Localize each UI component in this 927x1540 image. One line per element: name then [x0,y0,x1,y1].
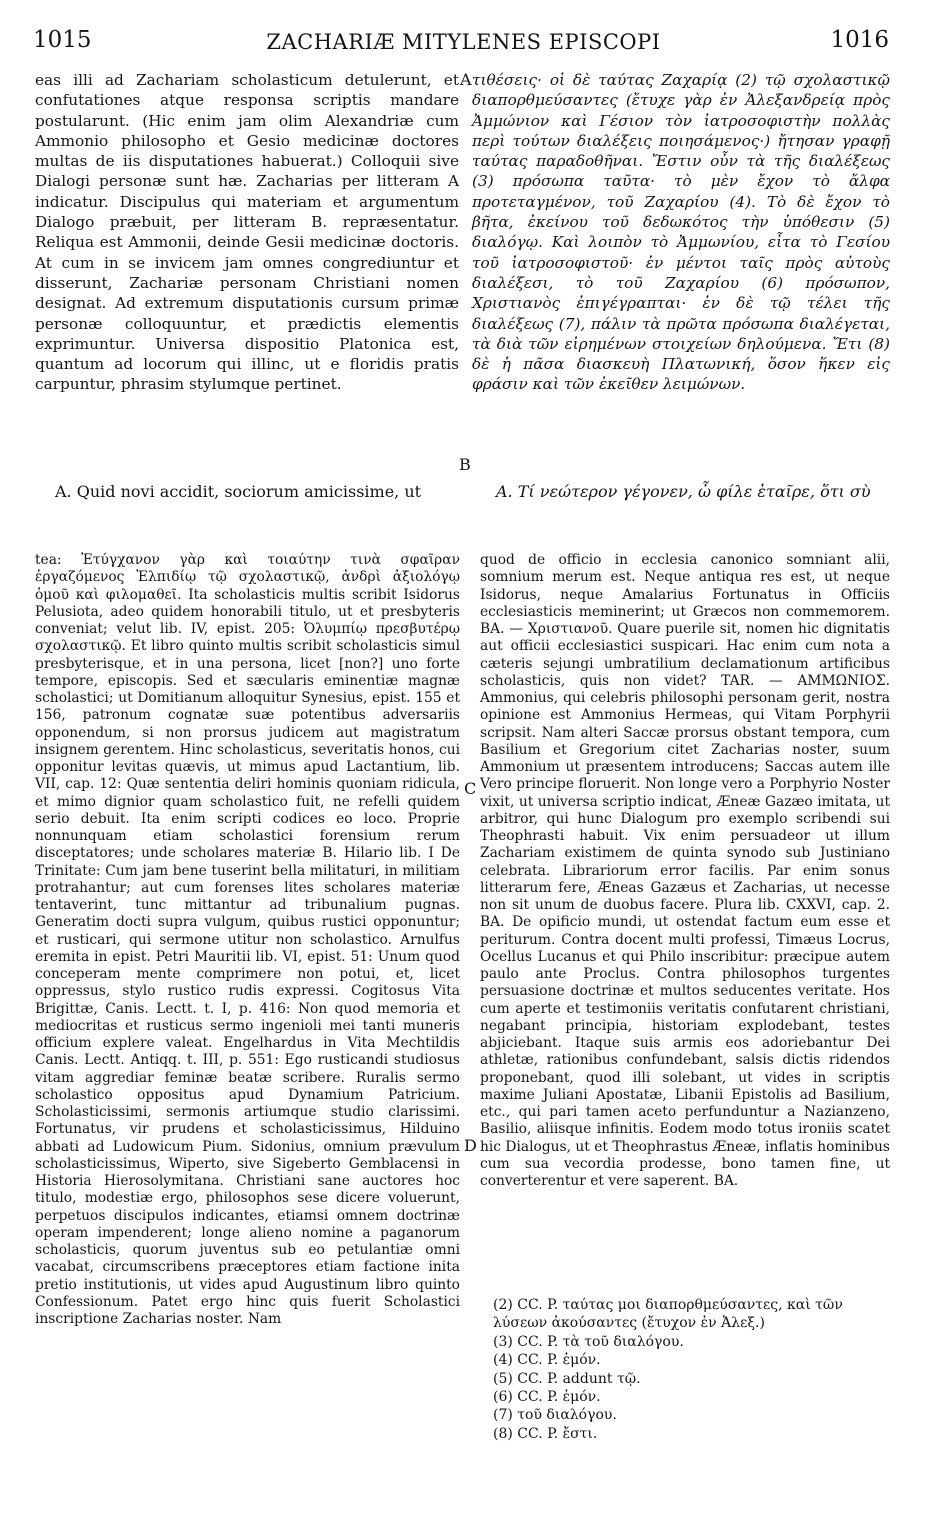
footnote-5: (5) CC. P. addunt τῷ. [493,1370,641,1387]
latin-intro-column [35,70,459,395]
notes-left-column [35,552,460,1328]
dialog-opening-greek: A. Τί νεώτερον γέγονεν, ὦ φίλε ἑταῖρε, ὅτι σὺ [496,482,871,501]
footnote-7: (7) τοῦ διαλόγου. [493,1407,617,1424]
greek-intro-text: τιθέσεις· οἱ δὲ ταύτας Ζαχαρίᾳ (2) τῷ σχολαστικῷ διαπορθμεύσαντες (ἔτυχε γὰρ ἐν Ἀλεξανδρείᾳ πρὸς Ἀμμώνιον καὶ Γέσιον τὸν ἰατροσοφιστὴν πολλὰς περὶ τούτων διαλέξεις ποιησάμενος·) ἤτησαν γραφῇ ταύτας παραδοθῆναι. Ἔστιν οὖν τὰ τῆς διαλέξεως (3) πρόσωπα ταῦτα· τὸ μὲν ἔχον τὸ ἄλφα προτεταγμένον, τοῦ Ζαχαρίου (4). Τὸ δὲ ἔχον τὸ βῆτα, ἐκείνου τοῦ δεδωκότος τὴν ὑπόθεσιν (5) διαλόγῳ. Καὶ λοιπὸν τὸ Ἀμμωνίου, εἶτα τὸ Γεσίου τοῦ ἰατροσοφιστοῦ· ἐν μέντοι ταῖς πρὸς αὐτοὺς διαλέξεσι, τὸ τοῦ Ζαχαρίου (6) πρόσωπον, Χριστιανὸς ἐπιγέγραπται· ἐν δὲ τῷ τέλει τῆς διαλέξεως (7), πάλιν τὰ πρῶτα πρόσωπα διαλέγεται, τὰ διὰ τῶν εἰρημένων στοιχείων δηλούμενα. Ἔτι (8) δὲ ἡ πᾶσα διασκευὴ Πλατωνική, ὅσον ἥκεν εἰς φράσιν καὶ τῶν ἐκεῖθεν λειμώνων. [472,71,890,394]
margin-letter-d: D [464,1136,477,1155]
footnote-2: (2) CC. P. ταύτας μοι διαπορθμεύσαντες, καὶ τῶν λύσεων ἀκούσαντες (ἔτυχον ἐν Ἀλεξ.) [493,1297,843,1332]
notes-left-text: tea: Ἐτύγχανον γὰρ καὶ τοιαύτην τινὰ σφαῖραν ἐργαζόμενος Ἐλπιδίῳ τῷ σχολαστικῷ, ἀνδρὶ ἀξιολόγῳ ὁμοῦ καὶ φιλομαθεῖ. Ita scholasticis multis scribit Isidorus Pelusiota, adeo quidem honorabili titulo, ut et presbyteris conveniat; velut lib. IV, epist. 205: Ὀλυμπίῳ πρεσβυτέρῳ σχολαστικῷ. Et libro quinto multis scribit scholasticis simul presbyterisque, et in una persona, licet [non?] uno forte tempore, episcopis. Sed et sæcularis eminentiæ magnæ scholastici; ut Domitianum alloquitur Synesius, epist. 155 et 156, patronum cognatæ suæ potentibus adversariis opponendum, si non prorsus judicem aut magistratum insignem gerentem. Hinc scholasticus, severitatis honos, cui opponitur levitas quævis, ut mimus apud Lactantium, lib. VII, cap. 12: Quæ sententia deliri hominis quoniam ridicula, et mimo dignior quam scholastico fuit, ne refelli quidem serio debuit. Ita enim scripti codices eo loco. Proprie nonnunquam etiam scholastici forensium rerum disceptatores; unde scholares materiæ B. Hilario lib. I De Trinitate: Cum jam bene tuserint bella militaturi, in militiam protrahantur; aut cum forenses lites scholares materiæ tentaverint, tunc mittantur ad tribunalium pugnas. Generatim docti supra vulgum, quibus rustici opponuntur; et rusticari, qui sermone utitur non scholastico. Arnulfus eremita in epist. Petri Mauritii lib. VI, epist. 51: Unum quod conceperam mente comprimere non potui, et, licet oppressus, stylo rustico rudis expressi. Cogitosus Vita Brigittæ, Canis. Lectt. t. I, p. 416: Non quod memoria et mediocritas et rusticus sermo ingenioli mei tanti muneris officium explere valeat. Engelhardus in Vita Mechtildis Canis. Lectt. Antiqq. t. III, p. 551: Ego rusticandi studiosus vitam aggrediar feminæ beatæ scribere. Ruralis sermo scholastico oppositus apud Dynamium Patricium. Scholasticissimi, sermonis artiumque studio clarissimi. Fortunatus, vir prudens et scholasticissimus, Hilduino abbati ad Ludowicum Pium. Sidonius, omnium prævulum scholasticissimus, Wiperto, sive Sigeberto Gemblacensi in Historia Hierosolymitana. Christiani sane auctores hoc titulo, modestiæ ergo, philosophos sese dicere voluerunt, perpetuos discipulos indicantes, etiamsi omnem doctrinæ operam impenderent; longe alieno nomine a paganorum scholasticis, quorum juventus sub eo petulantiæ omni vacabat, circumscribens præceptores etiam factione inita pretio institutionis, ut vides apud Augustinum libro quinto Confessionum. Patet ergo hinc quis fuerit Scholastici inscriptione Zacharias noster. Nam [35,552,460,1327]
notes-right-text: quod de officio in ecclesia canonico somniant alii, somnium merum est. Neque antiqua res est, ut neque Isidorus, neque Amalarius Fortunatus in Officiis ecclesiasticis meminerint; ut Græcos non commemorem. BA. — Χριστιανοῦ. Quare puerile sit, nomen hic dignitatis aut officii ecclesiastici suspicari. Hac enim cum nota a cæteris sejungi umbratilium declamationum artificibus scholasticis, quis non videt? TAR. — ΑΜΜΩΝΙΟΣ. Ammonius, qui celebris philosophi personam gerit, nostra opinione est Ammonius Hermeas, qui Vitam Porphyrii scripsit. Nam alteri Saccæ prorsus obstant tempora, cum Basilium et Gregorium citet Zacharias noster, suum Ammonium ut præsentem introducens; Saccas autem ille Vero principe floruerit. Non longe vero a Porphyrio Noster vixit, ut universa scriptio indicat, Æneæ Gazæo imitata, ut arbitror, qui hunc Dialogum pro exemplo scribendi sui Theophrasti habuit. Vix enim persuadeor ut illum Zachariam existimem de quinta synodo sub Justiniano celebrata. Librariorum error facilis. Par enim sonus litterarum fere, Æneas Gazæus et Zacharias, ut necesse non sit unum de duobus facere. Plura lib. CXXVI, cap. 2. BA. De opificio mundi, ut ostendat factum eum esse et periturum. Contra docent multi professi, Timæus Locrus, Ocellus Lucanus et qui Philo inscribitur: præcipue autem paulo ante Proclus. Contra philosophos turgentes persuasione doctrinæ et multos seducentes veritate. Hos cum aperte et testimoniis veritatis confutarent christiani, negabant principia, historiam explodebant, testes abjiciebant. Itaque suis armis eos adoriebantur Dei athletæ, rationibus confundebant, salsis dictis ridendos proponebant, quod illi solebant, ut vides in scriptis maxime Juliani Apostatæ, Libanii Epistolis ad Basilium, etc., qui pari tamen aceto perfunduntur a Nazianzeno, Basilio, aliisque infinitis. Eodem modo totus ironiis scatet hic Dialogus, ut et Theophrastus Æneæ, inflatis hominibus cum sua vecordia prodesse, bono tamen fine, ut converterentur et vere saperent. BA. [480,552,890,1189]
notes-right-column [480,552,890,1190]
page-header [0,6,927,54]
latin-intro-text: eas illi ad Zachariam scholasticum detulerunt, et confutationes atque responsa scriptis mandare postularunt. (Hic enim jam olim Alexandriæ cum Ammonio philosopho et Gesio medicinæ doctores multas de iis disputationes habuerat.) Colloquii sive Dialogi personæ sunt hæ. Zacharias per litteram A indicatur. Discipulus qui materiam et argumentum Dialogo præbuit, per litteram B. repræsentatur. Reliqua est Ammonii, deinde Gesii medicinæ doctoris. At cum in se invicem jam omnes congrediuntur et disserunt, Zachariæ personam Christiani nomen designat. Ad extremum disputationis cursum primæ personæ colloquuntur, et prædictis elementis exprimuntur. Universa dispositio Platonica est, quantum ad locorum qui illinc, ut e floridis pratis carpuntur, phrasim stylumque pertinet. [35,71,459,394]
page-number-right: 1016 [830,27,889,53]
footnotes [493,1296,893,1443]
footnote-6: (6) CC. P. ἐμόν. [493,1389,601,1406]
running-title: ZACHARIÆ MITYLENES EPISCOPI [266,30,661,54]
dialog-opening-latin: A. Quid novi accidit, sociorum amicissime, ut [55,482,422,501]
margin-letter-c: C [464,779,477,798]
footnote-3: (3) CC. P. τὰ τοῦ διαλόγου. [493,1333,684,1350]
page-number-left: 1015 [33,27,92,53]
footnote-4: (4) CC. P. ἐμόν. [493,1352,601,1369]
footnote-8: (8) CC. P. ἔστι. [493,1425,598,1442]
greek-intro-column [472,70,890,395]
margin-letter-b: B [459,455,471,474]
margin-letter-a: A [460,70,472,89]
